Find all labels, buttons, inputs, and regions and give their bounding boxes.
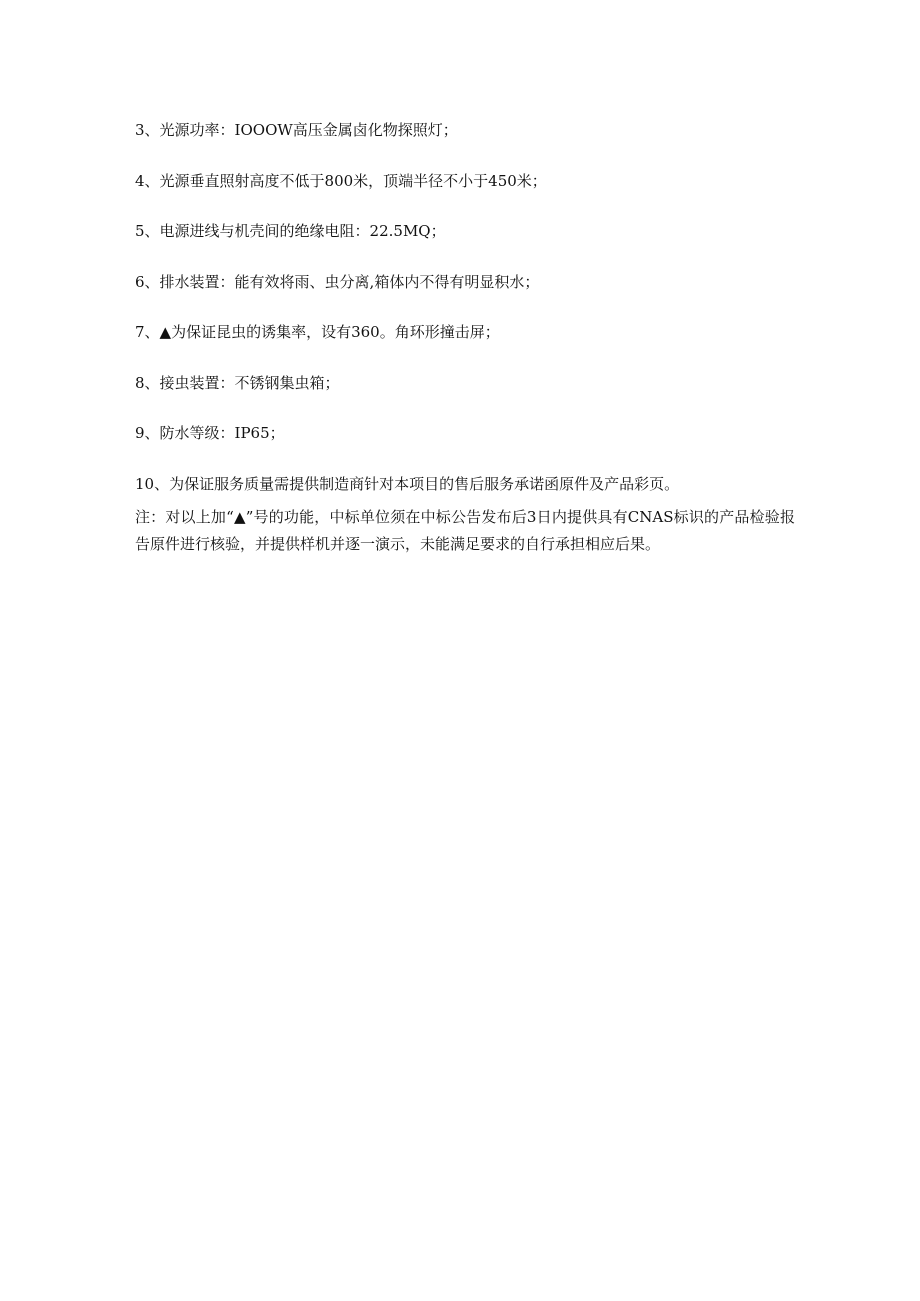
spec-item-drainage: 6、排水装置：能有效将雨、虫分离,箱体内不得有明显积水； <box>135 272 540 291</box>
spec-list <box>135 118 795 558</box>
spec-item-waterproof: 9、防水等级：IP65； <box>135 424 285 442</box>
note-paragraph: 注：对以上加“▲”号的功能，中标单位须在中标公告发布后3日内提供具有CNAS标识的产品检验报告原件进行核验，并提供样机并逐一演示，未能满足要求的自行承担相应后果。 <box>135 507 795 553</box>
spec-item-insulation-resistance: 5、电源进线与机壳间的绝缘电阻：22.5MQ； <box>135 222 446 240</box>
spec-item-light-height: 4、光源垂直照射高度不低于800米，顶端半径不小于450米； <box>135 171 547 190</box>
spec-item-impact-screen: 7、▲为保证昆虫的诱集率，设有360。角环形撞击屏； <box>135 323 500 341</box>
spec-item-collector: 8、接虫装置：不锈钢集虫箱； <box>135 373 340 392</box>
spec-item-light-power: 3、光源功率：IOOOW高压金属卤化物探照灯； <box>135 121 458 139</box>
spec-item-service-commitment: 10、为保证服务质量需提供制造商针对本项目的售后服务承诺函原件及产品彩页。 <box>135 474 680 493</box>
